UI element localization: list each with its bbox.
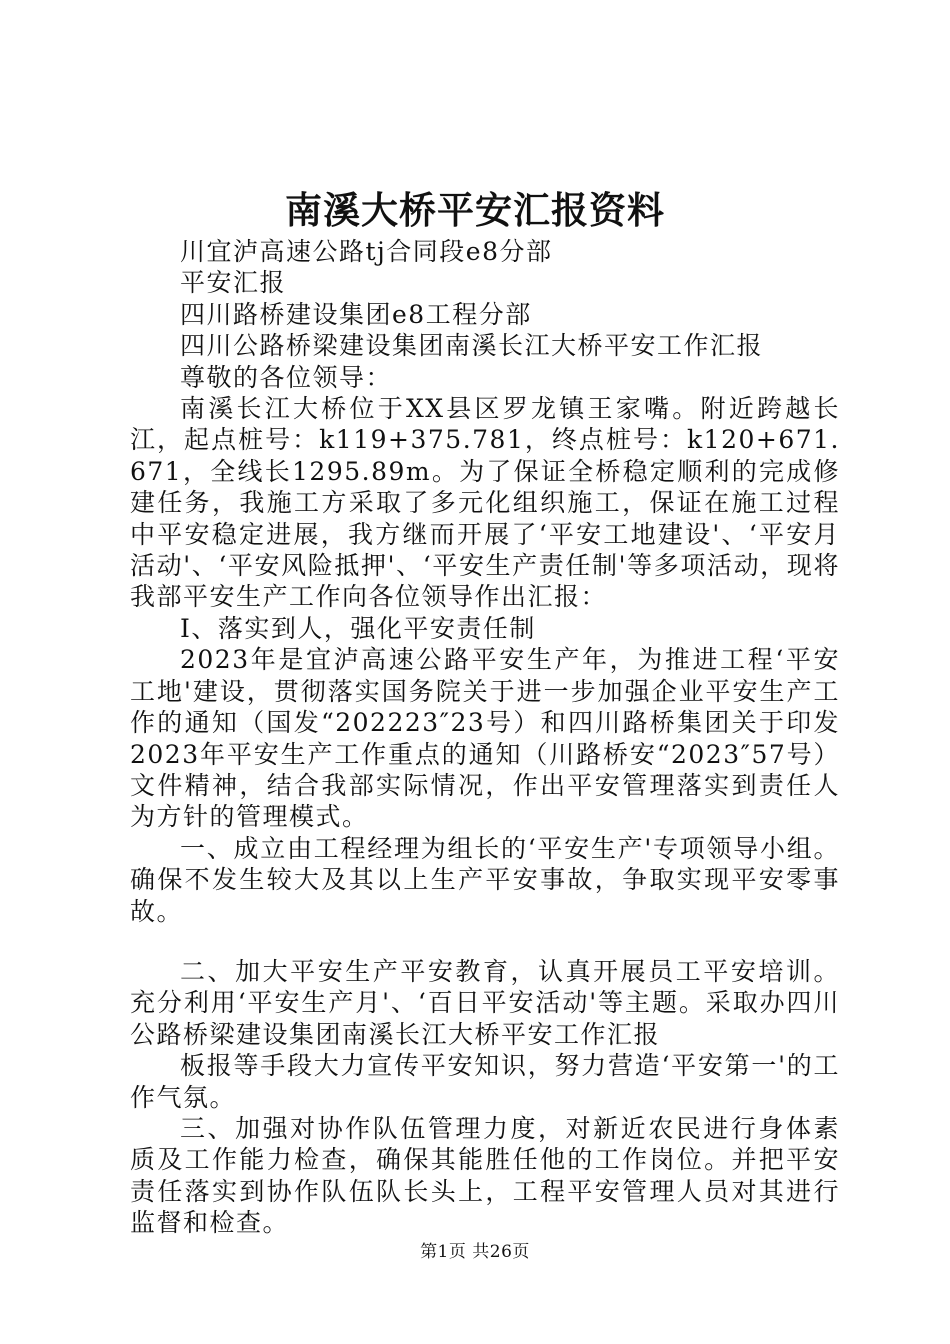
paragraph-introduction: 南溪长江大桥位于XX县区罗龙镇王家嘴。附近跨越长江，起点桩号：k119+375.781，终点桩号：k120+671.671，全线长1295.89m。为了保证全桥稳定顺利的完成修建任务，我施工方采取了多元化组织施工，保证在施工过程中平安稳定进展，我方继而开展了‘平安工地建设'、‘平安月活动'、‘平安风险抵押'、‘平安生产责任制'等多项活动，现将我部平安生产工作向各位领导作出汇报：	[130, 394, 840, 612]
paragraph-section-name: 川宜泸高速公路tj合同段e8分部	[180, 237, 553, 266]
page-number: 第1页 共26页	[420, 1242, 530, 1262]
paragraph-item-three: 三、加强对协作队伍管理力度，对新近农民进行身体素质及工作能力检查，确保其能胜任他的工作岗位。并把平安责任落实到协作队伍队长头上，工程平安管理人员对其进行监督和检查。	[130, 1113, 840, 1238]
paragraph-item-one: 一、成立由工程经理为组长的‘平安生产'专项领导小组。确保不发生较大及其以上生产平安事故，争取实现平安零事故。	[130, 833, 840, 926]
paragraph-organization: 四川路桥建设集团e8工程分部	[180, 299, 532, 329]
document-title: 南溪大桥平安汇报资料	[285, 188, 665, 232]
paragraph-background: 2023年是宜泸高速公路平安生产年，为推进工程‘平安工地'建设，贯彻落实国务院关于进一步加强企业平安生产工作的通知（国发“202223″23号）和四川路桥集团关于印发2023年平安生产工作重点的通知（川路桥安“2023″57号）文件精神，结合我部实际情况，作出平安管理落实到责任人为方针的管理模式。	[130, 645, 840, 832]
paragraph-item-two: 二、加大平安生产平安教育，认真开展员工平安培训。充分利用‘平安生产月'、‘百日平安活动'等主题。采取办四川公路桥梁建设集团南溪长江大桥平安工作汇报	[130, 956, 840, 1049]
paragraph-report-title: 四川公路桥梁建设集团南溪长江大桥平安工作汇报	[180, 331, 764, 361]
paragraph-item-two-continued: 板报等手段大力宣传平安知识，努力营造‘平安第一'的工作气氛。	[130, 1051, 840, 1112]
section-heading: Ⅰ、落实到人，强化平安责任制	[180, 613, 536, 643]
paragraph-salutation: 尊敬的各位领导：	[180, 362, 393, 392]
paragraph-report-label: 平安汇报	[180, 268, 287, 298]
document-body	[130, 236, 840, 1239]
